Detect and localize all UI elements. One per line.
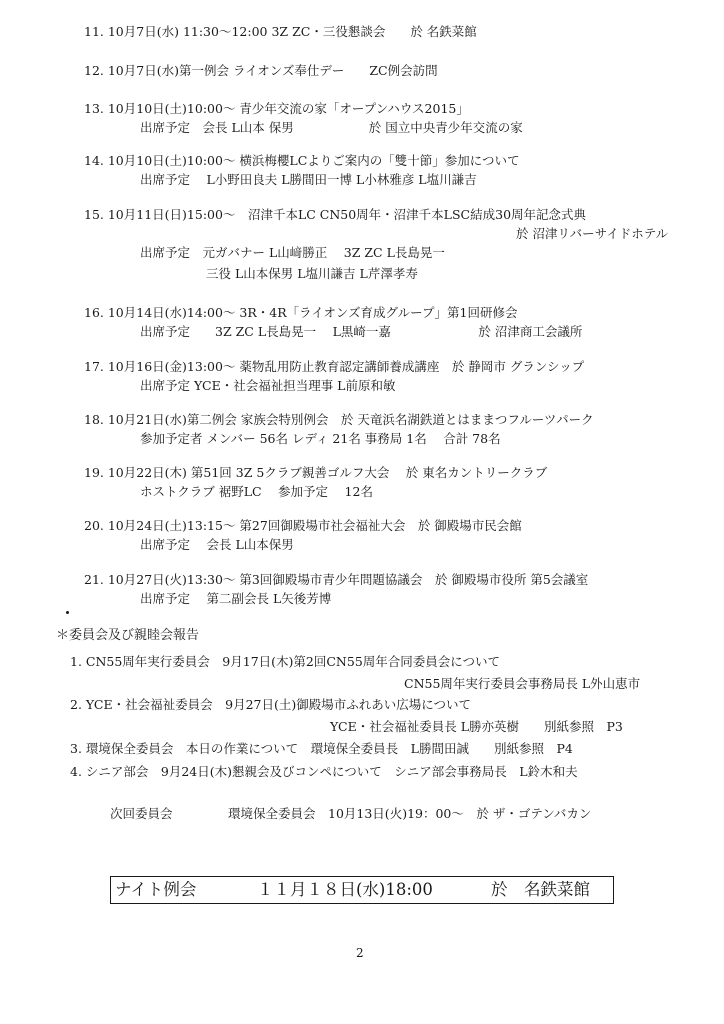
schedule-item-13: 13. 10月10日(土)10:00～ 青少年交流の家「オープンハウス2015」 bbox=[84, 101, 469, 116]
schedule-item-17: 17. 10月16日(金)13:00～ 薬物乱用防止教育認定講師養成講座 於 静岡市 グランシップ bbox=[84, 359, 585, 374]
schedule-item-11: 11. 10月7日(水) 11:30～12:00 3Z ZC・三役懇談会 於 名鉄菜館 bbox=[84, 24, 477, 39]
committee-row-1-reporter: CN55周年実行委員会事務局長 L外山恵市 bbox=[404, 676, 641, 691]
schedule-item-18-detail: 参加予定者 メンバー 56名 レディ 21名 事務局 1名 合計 78名 bbox=[140, 431, 501, 446]
night-meeting-box bbox=[110, 876, 614, 904]
next-committee-detail: 環境保全委員会 10月13日(火)19：00～ 於 ザ・ゴテンバカン bbox=[228, 806, 592, 821]
next-committee-label: 次回委員会 bbox=[110, 806, 173, 821]
schedule-item-15-venue: 於 沼津リバーサイドホテル bbox=[516, 226, 669, 241]
schedule-item-13-detail: 出席予定 会長 L山本 保男 於 国立中央青少年交流の家 bbox=[140, 120, 523, 135]
schedule-item-18: 18. 10月21日(水)第二例会 家族会特別例会 於 天竜浜名湖鉄道とはままつフルーツパーク bbox=[84, 412, 594, 427]
schedule-item-20: 20. 10月24日(土)13:15～ 第27回御殿場市社会福祉大会 於 御殿場市民会館 bbox=[84, 518, 522, 533]
schedule-item-21: 21. 10月27日(火)13:30～ 第3回御殿場市青少年問題協議会 於 御殿場市役所 第5会議室 bbox=[84, 572, 589, 587]
schedule-item-15-detail: 出席予定 元ガバナー L山﨑勝正 3Z ZC L長島晃一 bbox=[140, 245, 445, 260]
committee-row-3: 3. 環境保全委員会 本日の作業について 環境保全委員長 L勝間田誠 別紙参照 P4 bbox=[70, 741, 573, 756]
schedule-item-16: 16. 10月14日(水)14:00～ 3R・4R「ライオンズ育成グループ」第1回研修会 bbox=[84, 305, 518, 320]
schedule-item-21-detail: 出席予定 第二副会長 L矢後芳博 bbox=[140, 591, 332, 606]
night-meeting-title: ナイト例会 bbox=[115, 880, 197, 899]
schedule-item-17-detail: 出席予定 YCE・社会福祉担当理事 L前原和敏 bbox=[140, 378, 396, 393]
night-meeting-venue: 於 名鉄菜館 bbox=[491, 880, 590, 899]
schedule-item-14-detail: 出席予定 L小野田良夫 L勝間田一博 L小林雅彦 L塩川謙吉 bbox=[140, 172, 477, 187]
schedule-item-19-detail: ホストクラブ 裾野LC 参加予定 12名 bbox=[140, 484, 373, 499]
committee-row-2-reporter: YCE・社会福祉委員長 L勝亦英樹 別紙参照 P3 bbox=[330, 719, 623, 734]
committee-row-2: 2. YCE・社会福祉委員会 9月27日(土)御殿場市ふれあい広場について bbox=[70, 697, 471, 712]
schedule-item-15: 15. 10月11日(日)15:00～ 沼津千本LC CN50周年・沼津千本LSC結成30周年記念式典 bbox=[84, 207, 587, 222]
schedule-item-15-detail-2: 三役 L山本保男 L塩川謙吉 L芹澤孝寿 bbox=[206, 266, 418, 281]
schedule-item-14: 14. 10月10日(土)10:00～ 横浜梅櫻LCよりご案内の「雙十節」参加について bbox=[84, 153, 520, 168]
schedule-item-12: 12. 10月7日(水)第一例会 ライオンズ奉仕デー ZC例会訪問 bbox=[84, 63, 438, 78]
schedule-item-20-detail: 出席予定 会長 L山本保男 bbox=[140, 537, 294, 552]
page-number: 2 bbox=[356, 946, 364, 960]
committee-section-title: ＊委員会及び親睦会報告 bbox=[56, 628, 200, 643]
night-meeting-date: １１月１８日(水)18:00 bbox=[257, 880, 433, 899]
stray-dot bbox=[66, 611, 69, 614]
schedule-item-19: 19. 10月22日(木) 第51回 3Z 5クラブ親善ゴルフ大会 於 東名カントリークラブ bbox=[84, 465, 548, 480]
committee-row-4: 4. シニア部会 9月24日(木)懇親会及びコンペについて シニア部会事務局長 L鈴木和夫 bbox=[70, 764, 578, 779]
schedule-item-16-detail: 出席予定 3Z ZC L長島晃一 L黒崎一嘉 於 沼津商工会議所 bbox=[140, 324, 583, 339]
committee-row-1: 1. CN55周年実行委員会 9月17日(木)第2回CN55周年合同委員会について bbox=[70, 654, 501, 669]
